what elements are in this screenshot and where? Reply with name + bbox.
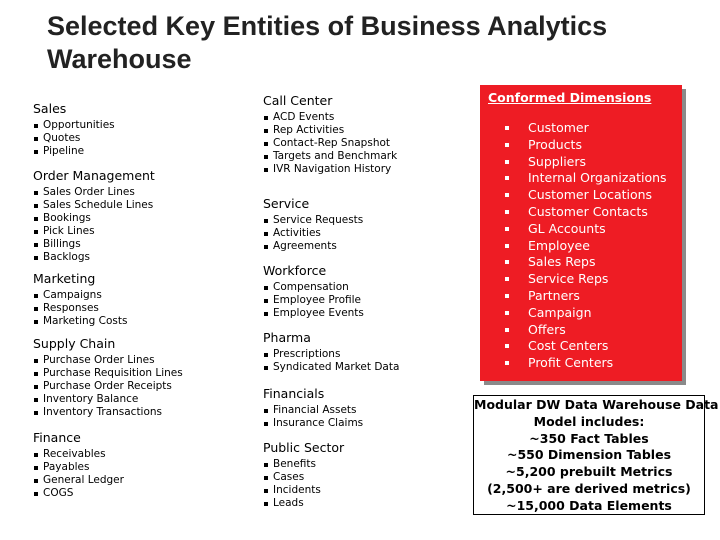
item-list — [33, 289, 127, 328]
list-item: Activities — [263, 227, 363, 240]
list-item: Inventory Transactions — [33, 406, 183, 419]
list-item: Customer — [504, 120, 667, 137]
list-item: Purchase Order Lines — [33, 354, 183, 367]
section-order-management — [33, 168, 155, 264]
list-item: Benefits — [263, 458, 344, 471]
list-item: Payables — [33, 461, 124, 474]
section-heading: Financials — [263, 386, 325, 401]
item-list — [263, 111, 397, 176]
list-item: Internal Organizations — [504, 170, 667, 187]
item-list — [263, 281, 364, 320]
list-item: Sales Schedule Lines — [33, 199, 155, 212]
list-item: Inventory Balance — [33, 393, 183, 406]
summary-line: ~550 Dimension Tables — [506, 447, 672, 463]
section-finance — [33, 430, 124, 500]
list-item: Leads — [263, 497, 344, 510]
list-item: Purchase Order Receipts — [33, 380, 183, 393]
list-item: Bookings — [33, 212, 155, 225]
list-item: Employee — [504, 238, 667, 255]
item-list — [263, 404, 363, 430]
list-item: Profit Centers — [504, 355, 667, 372]
summary-line: Model includes: — [533, 413, 645, 429]
section-heading: Service — [263, 196, 310, 211]
dimension-list — [504, 120, 667, 372]
list-item: Incidents — [263, 484, 344, 497]
modular-dw-summary-box — [473, 395, 719, 515]
list-item: Partners — [504, 288, 667, 305]
section-service — [263, 196, 363, 253]
list-item: Sales Order Lines — [33, 186, 155, 199]
summary-line: ~5,200 prebuilt Metrics — [505, 464, 673, 480]
list-item: Prescriptions — [263, 348, 399, 361]
list-item: Service Requests — [263, 214, 363, 227]
list-item: Pipeline — [33, 145, 115, 158]
item-list — [263, 348, 399, 374]
item-list — [263, 214, 363, 253]
list-item: Pick Lines — [33, 225, 155, 238]
section-heading: Supply Chain — [33, 336, 116, 351]
section-marketing — [33, 271, 127, 328]
summary-line: Modular DW Data Warehouse Data — [474, 397, 719, 412]
section-heading: Finance — [33, 430, 81, 445]
section-financials — [263, 386, 363, 430]
section-heading: Pharma — [263, 330, 311, 345]
conformed-dimensions-box — [480, 85, 682, 381]
section-call-center — [263, 93, 397, 176]
section-heading: Call Center — [263, 93, 333, 108]
section-heading: Workforce — [263, 263, 327, 278]
section-heading: Marketing — [33, 271, 96, 286]
item-list — [33, 448, 124, 500]
section-heading: Order Management — [33, 168, 155, 183]
list-item: Quotes — [33, 132, 115, 145]
section-workforce — [263, 263, 364, 320]
list-item: Financial Assets — [263, 404, 363, 417]
conformed-dimensions-heading: Conformed Dimensions — [488, 90, 652, 105]
list-item: Service Reps — [504, 271, 667, 288]
list-item: General Ledger — [33, 474, 124, 487]
list-item: Backlogs — [33, 251, 155, 264]
list-item: Rep Activities — [263, 124, 397, 137]
summary-line: ~15,000 Data Elements — [506, 497, 672, 513]
list-item: Suppliers — [504, 154, 667, 171]
list-item: Receivables — [33, 448, 124, 461]
list-item: Campaign — [504, 305, 667, 322]
item-list — [263, 458, 344, 510]
list-item: Opportunities — [33, 119, 115, 132]
list-item: Purchase Requisition Lines — [33, 367, 183, 380]
list-item: Contact-Rep Snapshot — [263, 137, 397, 150]
list-item: IVR Navigation History — [263, 163, 397, 176]
item-list — [33, 186, 155, 264]
list-item: Syndicated Market Data — [263, 361, 399, 374]
list-item: Targets and Benchmark — [263, 150, 397, 163]
section-sales — [33, 101, 115, 158]
list-item: Sales Reps — [504, 254, 667, 271]
list-item: Employee Profile — [263, 294, 364, 307]
summary-line: (2,500+ are derived metrics) — [487, 480, 691, 496]
list-item: Agreements — [263, 240, 363, 253]
list-item: Insurance Claims — [263, 417, 363, 430]
list-item: COGS — [33, 487, 124, 500]
section-pharma — [263, 330, 399, 374]
list-item: Customer Contacts — [504, 204, 667, 221]
list-item: Customer Locations — [504, 187, 667, 204]
page-title: Selected Key Entities of Business Analytics Warehouse — [47, 11, 608, 74]
list-item: GL Accounts — [504, 221, 667, 238]
section-supply-chain — [33, 336, 183, 419]
item-list — [33, 119, 115, 158]
list-item: ACD Events — [263, 111, 397, 124]
list-item: Billings — [33, 238, 155, 251]
list-item: Compensation — [263, 281, 364, 294]
section-heading: Public Sector — [263, 440, 345, 455]
list-item: Products — [504, 137, 667, 154]
list-item: Campaigns — [33, 289, 127, 302]
list-item: Employee Events — [263, 307, 364, 320]
section-heading: Sales — [33, 101, 67, 116]
list-item: Marketing Costs — [33, 315, 127, 328]
section-public-sector — [263, 440, 344, 510]
list-item: Cases — [263, 471, 344, 484]
list-item: Offers — [504, 322, 667, 339]
list-item: Responses — [33, 302, 127, 315]
summary-line: ~350 Fact Tables — [529, 430, 649, 446]
list-item: Cost Centers — [504, 338, 667, 355]
item-list — [33, 354, 183, 419]
